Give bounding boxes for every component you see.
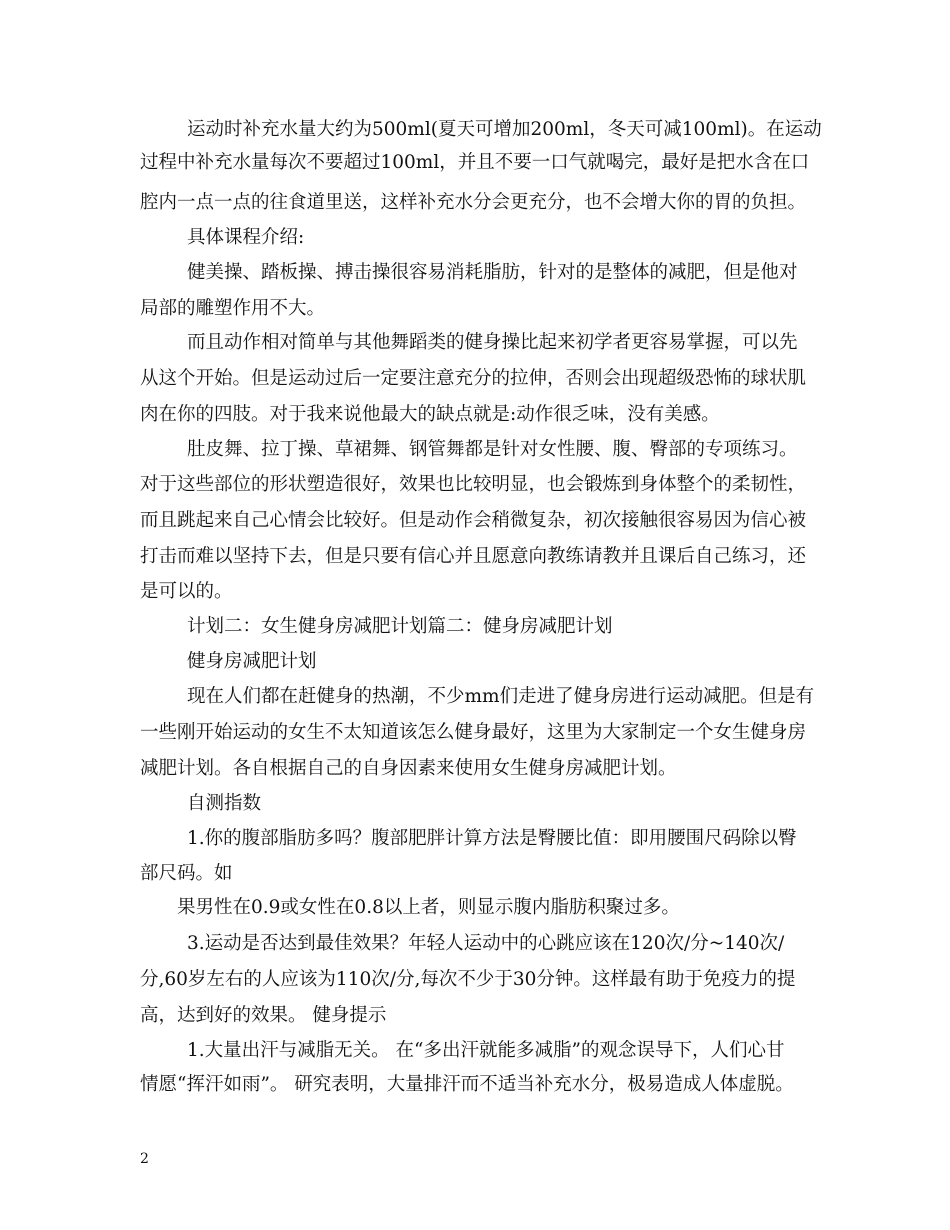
- text-line: 是可以的。: [140, 581, 233, 602]
- text-line: 情愿“挥汗如雨”。 研究表明，大量排汗而不适当补充水分，极易造成人体虚脱。: [140, 1074, 794, 1095]
- text-line: 高，达到好的效果。 健身提示: [140, 1005, 387, 1026]
- section-heading: 计划二：女生健身房减肥计划篇二：健身房减肥计划: [187, 616, 613, 637]
- text-line: 腔内一点一点的往食道里送，这样补充水分会更充分，也不会增大你的胃的负担。: [140, 192, 807, 213]
- text-line: 从这个开始。但是运动过后一定要注意充分的拉伸，否则会出现超级恐怖的球状肌: [140, 368, 807, 389]
- section-heading: 自测指数: [187, 793, 262, 814]
- text-line: 对于这些部位的形状塑造很好，效果也比较明显，也会锻炼到身体整个的柔韧性，: [140, 474, 807, 495]
- text-line: 局部的雕塑作用不大。: [140, 298, 326, 319]
- section-heading: 健身房减肥计划: [187, 651, 317, 672]
- text-line: 而且跳起来自己心情会比较好。但是动作会稍微复杂，初次接触很容易因为信心被: [140, 510, 807, 531]
- text-line: 部尺码。如: [140, 863, 233, 884]
- text-line: 肉在你的四肢。对于我来说他最大的缺点就是:动作很乏味，没有美感。: [140, 404, 720, 425]
- text-line: 现在人们都在赶健身的热潮，不少mm们走进了健身房进行运动减肥。但是有: [187, 686, 815, 707]
- text-line: 1.你的腹部脂肪多吗？腹部肥胖计算方法是臀腰比值：即用腰围尺码除以臀: [187, 828, 797, 849]
- text-line: 肚皮舞、拉丁操、草裙舞、钢管舞都是针对女性腰、腹、臀部的专项练习。: [187, 439, 798, 460]
- section-heading: 具体课程介绍:: [187, 227, 305, 248]
- text-line: 减肥计划。各自根据自己的自身因素来使用女生健身房减肥计划。: [140, 758, 677, 779]
- text-line: 果男性在0.9或女性在0.8以上者，则显示腹内脂肪积聚过多。: [177, 897, 680, 918]
- text-line: 打击而难以坚持下去，但是只要有信心并且愿意向教练请教并且课后自己练习，还: [140, 546, 807, 567]
- text-line: 3.运动是否达到最佳效果？年轻人运动中的心跳应该在120次/分~140次/: [187, 933, 785, 954]
- text-line: 分,60岁左右的人应该为110次/分,每次不少于30分钟。这样最有助于免疫力的提: [140, 969, 796, 990]
- text-line: 1.大量出汗与减脂无关。 在“多出汗就能多减脂”的观念误导下，人们心甘: [187, 1040, 785, 1061]
- text-line: 而且动作相对简单与其他舞蹈类的健身操比起来初学者更容易掌握，可以先: [187, 332, 798, 353]
- text-line: 运动时补充水量大约为500ml(夏天可增加200ml，冬天可减100ml)。在运动: [187, 119, 822, 140]
- text-line: 一些刚开始运动的女生不太知道该怎么健身最好，这里为大家制定一个女生健身房: [140, 722, 807, 743]
- page-number: 2: [140, 1151, 149, 1167]
- text-line: 健美操、踏板操、搏击操很容易消耗脂肪，针对的是整体的减肥，但是他对: [187, 262, 798, 283]
- text-line: 过程中补充水量每次不要超过100ml，并且不要一口气就喝完，最好是把水含在口: [140, 152, 810, 173]
